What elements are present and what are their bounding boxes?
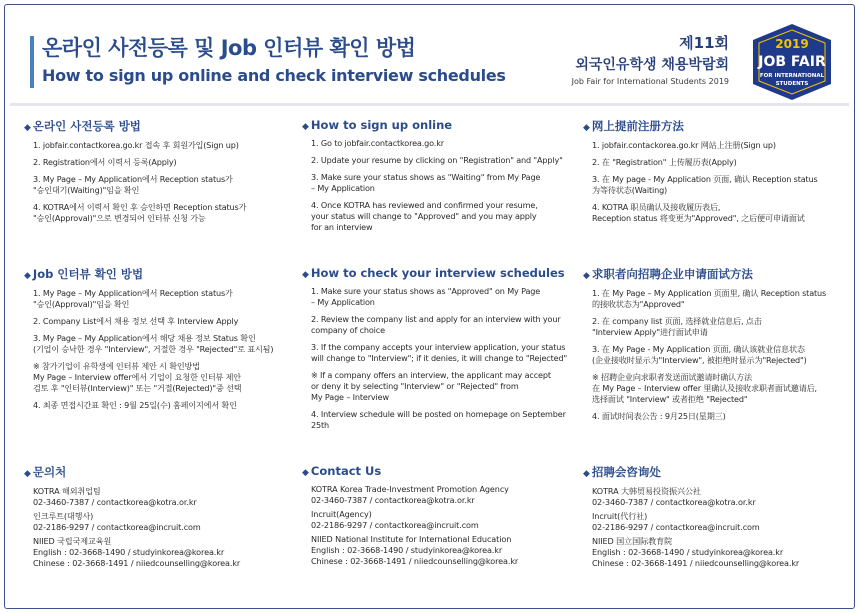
step-item: 1. 在 My Page – My Application 页面里, 确认 Reception status 的接收状态为"Approved" [592,288,827,309]
step-item: 1. jobfair.contackorea.go.kr 网站上注册(Sign up) [592,140,776,150]
section-title: How to sign up online [310,118,453,132]
title-korean: 온라인 사전등록 및 Job 인터뷰 확인 방법 [42,36,416,60]
header [10,10,849,102]
step-list [302,286,584,431]
step-item: 3. 在 My page - My Application 页面, 确认 Reception status 为等待状态(Waiting) [592,174,818,195]
step-list [583,140,845,224]
step-list [302,138,584,233]
step-item: 1. Make sure your status shows as "Approved" on My Page – My Application [311,286,541,307]
step-item: 3. 在 My Page - My Application 页面, 确认该就业信息状态 (企业接收时显示为"Interview", 被拒绝时显示为"Rejected") [592,344,807,365]
section-interview-zh [583,266,845,428]
diamond-icon: ◆ [24,469,31,479]
diamond-icon: ◆ [583,469,590,479]
contact-org: 인크루트(대행사) [33,511,94,521]
contact-org: KOTRA 大韩贸易投资振兴公社 [592,486,701,496]
step-item: 2. 在 "Registration" 上传履历表(Apply) [592,157,737,167]
section-signup-en [302,118,584,239]
diamond-icon: ◆ [24,123,31,133]
step-item: 4. 面试时间表公告 : 9月25日(星期三) [592,411,726,421]
step-item: 4. KOTRA 职员确认及接收履历表后, Reception status 将变更为"Approved", 之后便可申请面试 [592,202,805,223]
section-contact-en [302,464,584,567]
diamond-icon: ◆ [302,122,309,132]
step-item: 2. Update your resume by clicking on "Registration" and "Apply" [311,155,563,165]
contact-line: Chinese : 02-3668-1491 / niiedcounselling@korea.kr [311,556,519,566]
diamond-icon: ◆ [583,123,590,133]
contact-line: 02-3460-7387 / contactkorea@kotra.or.kr [311,495,475,505]
step-item: 2. Review the company list and apply for an interview with your company of choice [311,314,561,335]
step-item: 3. Make sure your status shows as "Waiting" from My Page – My Application [311,172,541,193]
step-item: ※ 招聘企业向求职者发送面试邀请时确认方法 在 My Page – Interview offer 里确认及接收求职者面试邀请后, 选择面试 "Interview" 或者拒绝 "Rejected" [592,372,817,404]
step-item: 3. My Page – My Application에서 해당 채용 정보 Status 확인 (기업이 승낙한 경우 "Interview", 거절한 경우 "Rejected"로 표시됨) [33,333,274,354]
step-item: 3. My Page – My Application에서 Reception status가 "승인대기(Waiting)"임을 확인 [33,174,233,195]
event-name: 외국인유학생 채용박람회 [575,57,729,73]
event-info [572,32,729,86]
diamond-icon: ◆ [583,271,590,281]
step-item: 1. jobfair.contactkorea.go.kr 접속 후 회원가입(Sign up) [33,140,239,150]
step-item: 1. Go to jobfair.contactkorea.go.kr [311,138,444,148]
section-interview-en [302,266,584,437]
section-title: 网上提前注册方法 [591,119,684,133]
step-item: ※ 참가기업이 유학생에 인터뷰 제안 시 확인방법 My Page – Interview offer에서 기업이 요청한 인터뷰 제안 검토 후 "인터뷰(Interview)" 또는 "거절(Rejected)"중 선택 [33,361,242,393]
section-contact-zh [583,464,845,569]
contact-line: English : 02-3668-1490 / studyinkorea@korea.kr [33,547,225,557]
contact-org: NIIED 국립국제교육원 [33,536,112,546]
section-title: 온라인 사전등록 방법 [32,119,141,133]
step-list [583,288,845,422]
diamond-icon: ◆ [24,271,31,281]
contact-org: NIIED National Institute for International Education [311,534,512,544]
contact-org: Incruit(Agency) [311,509,372,519]
step-item: 4. Once KOTRA has reviewed and confirmed your resume, your status will change to "Approved" and you may apply for an interview [311,200,538,232]
step-item: 4. 최종 면접시간표 확인 : 9월 25일(수) 홈페이지에서 확인 [33,400,237,410]
header-divider [10,103,849,106]
section-title: 招聘会咨询处 [591,465,661,479]
contact-line: Chinese : 02-3668-1491 / niiedcounselling@korea.kr [33,558,241,568]
contact-line: 02-2186-9297 / contactkorea@incruit.com [311,520,479,530]
logo-title: JOB FAIR [758,54,826,70]
logo-year: 2019 [775,37,809,51]
step-item: 4. Interview schedule will be posted on homepage on September 25th [311,409,566,430]
contact-line: 02-3460-7387 / contactkorea@kotra.or.kr [592,497,756,507]
step-item: 2. 在 company list 页面, 选择就业信息后, 点击 "Interview Apply"进行面试申请 [592,316,762,337]
job-fair-logo [743,22,841,102]
event-number: 제11회 [679,34,729,52]
contact-line: Chinese : 02-3668-1491 / niiedcounselling@korea.kr [592,558,800,568]
section-contact-ko [24,464,292,569]
section-title: 求职者向招聘企业申请面试方法 [591,267,753,281]
section-signup-ko [24,118,292,230]
step-item: 3. If the company accepts your interview application, your status will change to "Interview"; if it denies, it will change to "Rejected" [311,342,568,363]
section-title: Contact Us [310,464,382,478]
contact-list [583,486,845,569]
diamond-icon: ◆ [302,468,309,478]
contact-line: 02-3460-7387 / contactkorea@kotra.or.kr [33,497,197,507]
logo-subtitle-1: FOR INTERNATIONAL [759,73,825,79]
step-item: 2. Company List에서 채용 정보 선택 후 Interview Apply [33,316,239,326]
contact-line: 02-2186-9297 / contactkorea@incruit.com [592,522,760,532]
title-accent-bar [30,36,34,88]
logo-subtitle-2: STUDENTS [775,81,809,87]
step-list [24,288,292,411]
contact-list [302,484,584,567]
contact-line: English : 02-3668-1490 / studyinkorea@korea.kr [592,547,784,557]
step-item: 2. Registration에서 이력서 등록(Apply) [33,157,177,167]
section-interview-ko [24,266,292,417]
step-item: ※ If a company offers an interview, the applicant may accept or deny it by selecting "Interview" or "Rejected" from My Page – Interview [311,370,551,402]
contact-line: 02-2186-9297 / contactkorea@incruit.com [33,522,201,532]
contact-org: NIIED 国立国际教育院 [592,536,673,546]
event-name-english: Job Fair for International Students 2019 [571,77,729,86]
contact-org: KOTRA 해외취업팀 [33,486,101,496]
step-list [24,140,292,224]
step-item: 4. KOTRA에서 이력서 확인 후 승인하면 Reception status가 "승인(Approval)"으로 변경되어 인터뷰 신청 가능 [33,202,247,223]
diamond-icon: ◆ [302,270,309,280]
contact-org: Incruit(代行社) [592,511,648,521]
section-title: How to check your interview schedules [310,266,565,280]
contact-list [24,486,292,569]
section-signup-zh [583,118,845,230]
contact-org: KOTRA Korea Trade-Investment Promotion Agency [311,484,509,494]
title-english: How to sign up online and check interview schedules [42,66,506,85]
step-item: 1. My Page – My Application에서 Reception status가 "승인(Approval)"임을 확인 [33,288,233,309]
section-title: Job 인터뷰 확인 방법 [32,267,144,281]
section-title: 문의처 [32,465,67,479]
contact-line: English : 02-3668-1490 / studyinkorea@korea.kr [311,545,503,555]
